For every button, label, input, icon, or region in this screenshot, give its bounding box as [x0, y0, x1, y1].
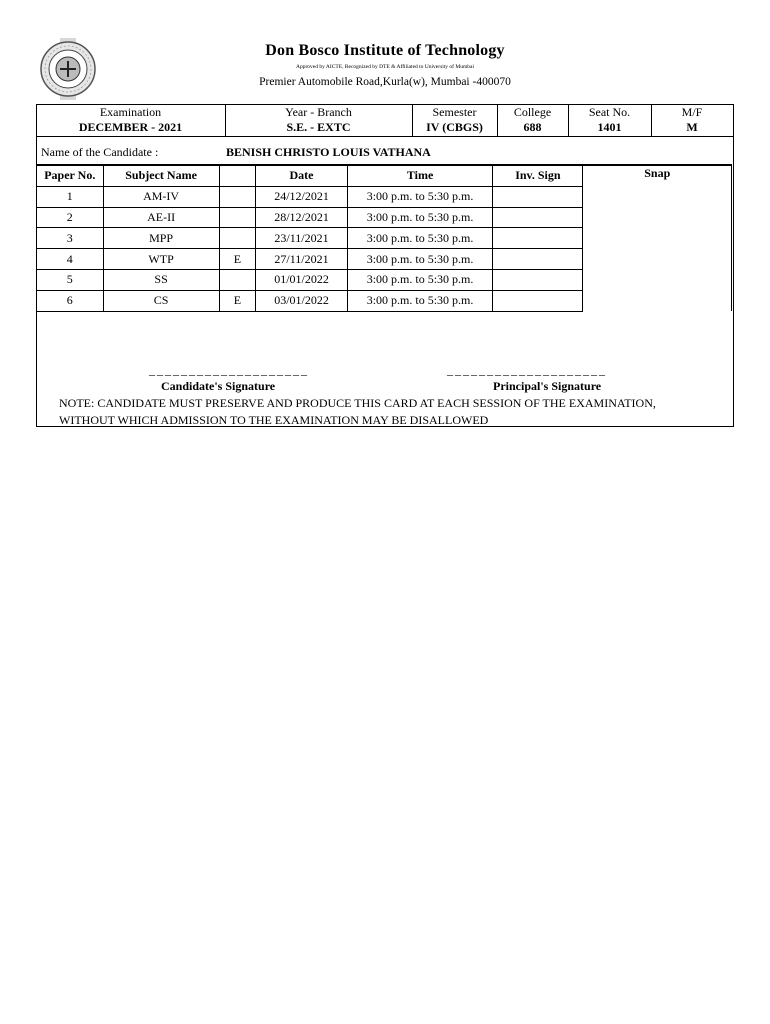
college-cell	[497, 104, 568, 136]
flag-cell	[219, 186, 256, 207]
flag-cell	[219, 228, 256, 249]
papers-header-row	[37, 166, 732, 187]
header-inv-sign: Inv. Sign	[493, 166, 583, 187]
paper-no-cell: 1	[37, 186, 104, 207]
date-cell: 28/12/2021	[256, 207, 348, 228]
header-date: Date	[256, 166, 348, 187]
snap-photo-box: Snap	[583, 166, 732, 312]
semester-value: IV (CBGS)	[426, 120, 483, 134]
time-cell: 3:00 p.m. to 5:30 p.m.	[347, 186, 493, 207]
subject-cell: MPP	[103, 228, 219, 249]
flag-cell	[219, 207, 256, 228]
seat-no-value: 1401	[597, 120, 622, 134]
inv-sign-cell	[493, 228, 583, 249]
examination-value: DECEMBER - 2021	[78, 120, 183, 134]
header-time: Time	[347, 166, 493, 187]
header-blank	[219, 166, 256, 187]
note-line-2: WITHOUT WHICH ADMISSION TO THE EXAMINATION MAY BE DISALLOWED	[59, 413, 489, 427]
time-cell: 3:00 p.m. to 5:30 p.m.	[347, 207, 493, 228]
flag-cell: E	[219, 290, 256, 311]
time-cell: 3:00 p.m. to 5:30 p.m.	[347, 249, 493, 270]
admit-card-note	[59, 395, 729, 429]
date-cell: 24/12/2021	[256, 186, 348, 207]
gender-label: M/F	[681, 105, 703, 119]
subject-cell: AM-IV	[103, 186, 219, 207]
principal-signature-line: ____________________	[447, 363, 607, 377]
flag-cell	[219, 269, 256, 290]
time-cell: 3:00 p.m. to 5:30 p.m.	[347, 290, 493, 311]
date-cell: 27/11/2021	[256, 249, 348, 270]
signature-area	[37, 311, 732, 426]
year-branch-value: S.E. - EXTC	[286, 120, 351, 134]
date-cell: 01/01/2022	[256, 269, 348, 290]
document-header	[36, 36, 734, 104]
subject-cell: AE-II	[103, 207, 219, 228]
header-paper-no: Paper No.	[37, 166, 104, 187]
time-cell: 3:00 p.m. to 5:30 p.m.	[347, 228, 493, 249]
gender-cell	[651, 104, 733, 136]
time-cell: 3:00 p.m. to 5:30 p.m.	[347, 269, 493, 290]
exam-details-table	[36, 104, 734, 137]
inv-sign-cell	[493, 249, 583, 270]
candidate-name-row	[37, 138, 732, 165]
inv-sign-cell	[493, 186, 583, 207]
candidate-name-label: Name of the Candidate :	[41, 145, 159, 159]
gender-value: M	[686, 120, 698, 134]
seat-no-cell	[568, 104, 651, 136]
flag-cell: E	[219, 249, 256, 270]
year-branch-cell	[225, 104, 412, 136]
candidate-name-value: BENISH CHRISTO LOUIS VATHANA	[226, 145, 431, 159]
semester-label: Semester	[432, 105, 477, 119]
note-line-1: NOTE: CANDIDATE MUST PRESERVE AND PRODUCE THIS CARD AT EACH SESSION OF THE EXAMINATION,	[59, 396, 656, 410]
paper-no-cell: 5	[37, 269, 104, 290]
subject-cell: SS	[103, 269, 219, 290]
paper-no-cell: 6	[37, 290, 104, 311]
admit-card	[36, 104, 734, 427]
inv-sign-cell	[493, 290, 583, 311]
institute-address: Premier Automobile Road,Kurla(w), Mumbai -400070	[259, 76, 511, 88]
institute-affiliation: Approved by AICTE, Recognized by DTE & Affiliated to University of Mumbai	[295, 64, 474, 70]
subject-cell: CS	[103, 290, 219, 311]
institute-name: Don Bosco Institute of Technology	[265, 42, 505, 59]
college-label: College	[513, 105, 552, 119]
header-subject-name: Subject Name	[103, 166, 219, 187]
paper-no-cell: 4	[37, 249, 104, 270]
date-cell: 03/01/2022	[256, 290, 348, 311]
inv-sign-cell	[493, 207, 583, 228]
papers-table	[36, 165, 732, 312]
year-branch-label: Year - Branch	[285, 105, 352, 119]
inv-sign-cell	[493, 269, 583, 290]
date-cell: 23/11/2021	[256, 228, 348, 249]
subject-cell: WTP	[103, 249, 219, 270]
candidate-signature-line: ____________________	[149, 363, 309, 377]
college-value: 688	[523, 120, 542, 134]
seat-no-label: Seat No.	[588, 105, 631, 119]
principal-signature-label: Principal's Signature	[493, 379, 602, 393]
examination-label: Examination	[99, 105, 162, 119]
paper-no-cell: 2	[37, 207, 104, 228]
paper-no-cell: 3	[37, 228, 104, 249]
semester-cell	[412, 104, 497, 136]
examination-cell	[36, 104, 225, 136]
candidate-signature-label: Candidate's Signature	[161, 379, 276, 393]
